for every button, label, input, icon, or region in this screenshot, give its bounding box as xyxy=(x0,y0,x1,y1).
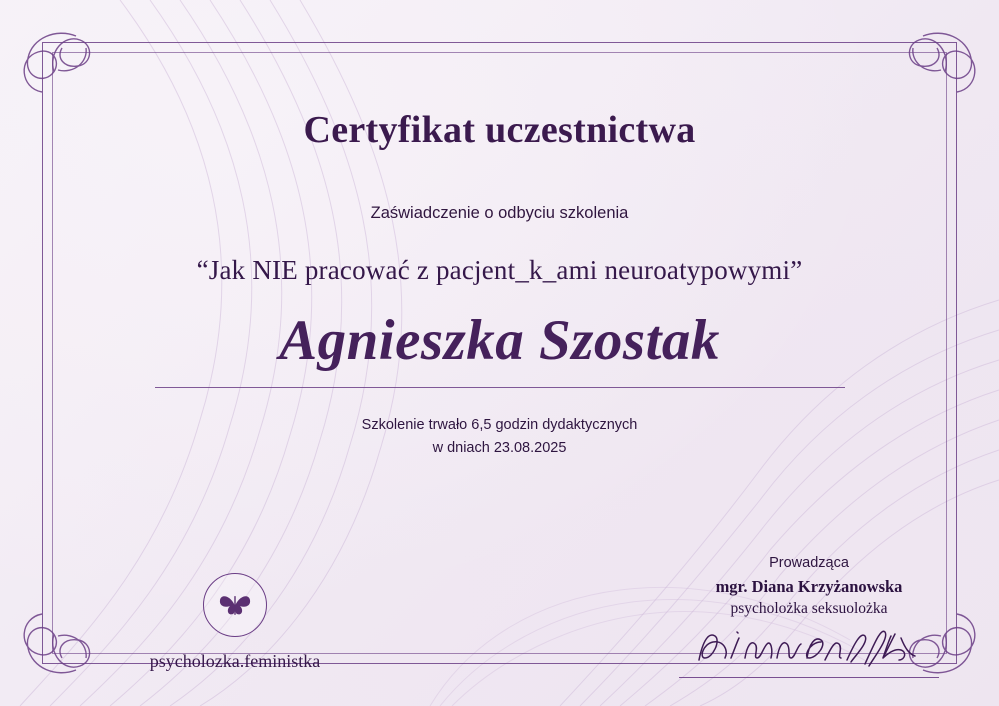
certificate-title: Certyfikat uczestnictwa xyxy=(303,109,696,151)
course-title: “Jak NIE pracować z pacjent_k_ami neuroatypowymi” xyxy=(196,255,803,285)
recipient-underline xyxy=(155,387,845,388)
signature-profession: psycholożka seksuolożka xyxy=(730,599,888,617)
recipient-name: Agnieszka Szostak xyxy=(279,309,720,372)
signature-line xyxy=(679,677,939,678)
signature-name: mgr. Diana Krzyżanowska xyxy=(715,576,903,596)
butterfly-icon xyxy=(218,591,252,619)
handwritten-signature-icon xyxy=(669,620,949,672)
brand-name: psycholozka.feministka xyxy=(149,651,321,671)
signature-block xyxy=(659,555,959,678)
certificate-footer xyxy=(0,524,999,706)
training-details xyxy=(70,414,929,459)
training-dates: w dniach 23.08.2025 xyxy=(432,439,567,456)
signature-role: Prowadząca xyxy=(769,554,849,571)
certificate-subtitle: Zaświadczenie o odbyciu szkolenia xyxy=(370,204,629,222)
brand-block xyxy=(100,573,370,672)
brand-badge xyxy=(203,573,267,637)
training-duration: Szkolenie trwało 6,5 godzin dydaktycznych xyxy=(361,417,638,434)
